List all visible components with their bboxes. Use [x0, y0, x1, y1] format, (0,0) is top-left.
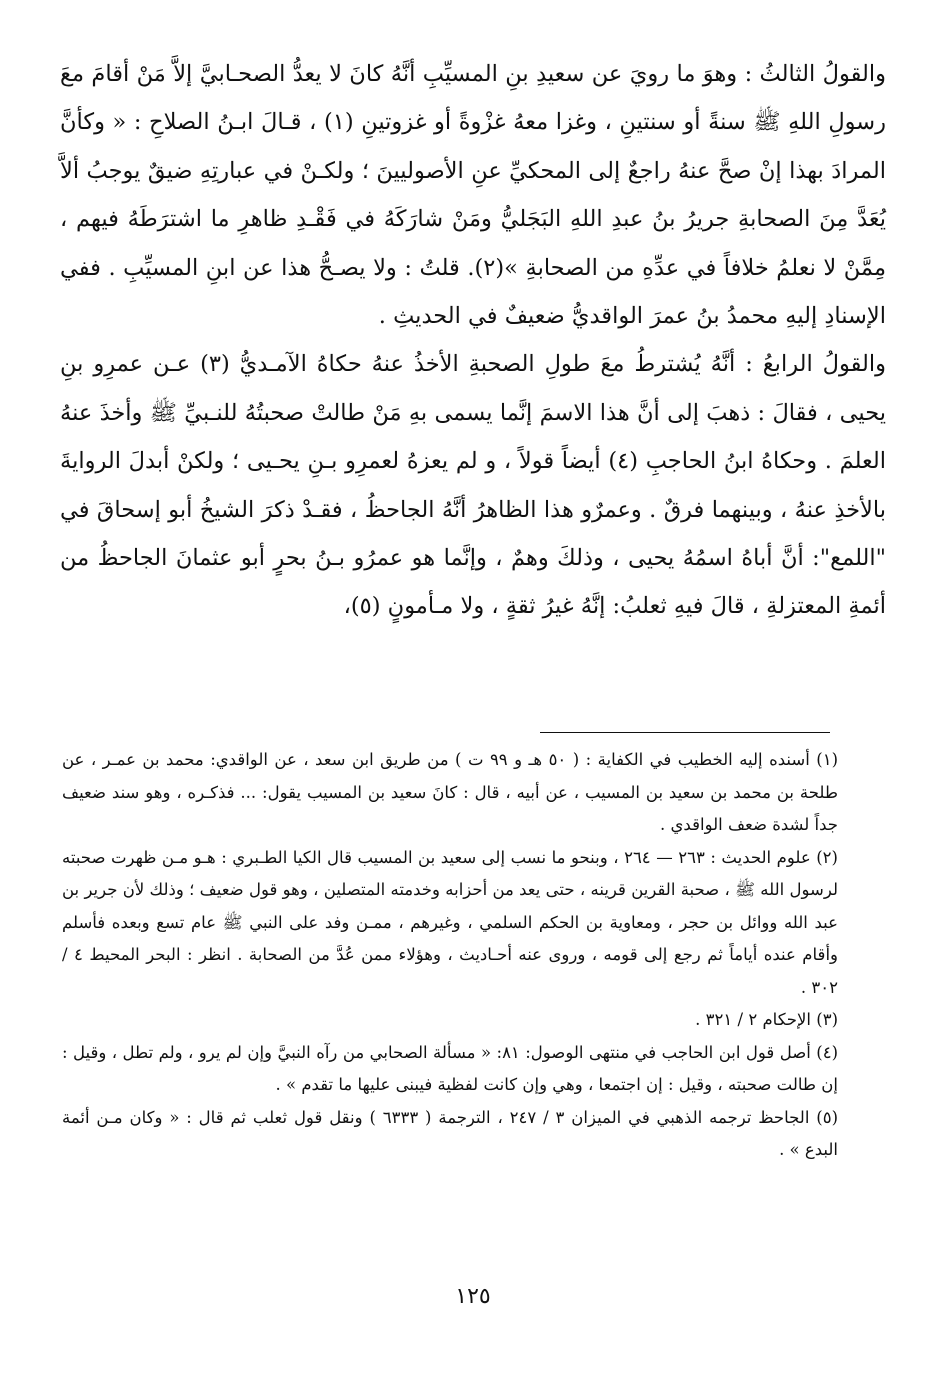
- main-text: [60, 50, 886, 631]
- footnotes: [62, 744, 838, 1167]
- footnote-2: (٢) علوم الحديث : ٢٦٣ — ٢٦٤ ، وبنحو ما نسب إلى سعيد بن المسيب قال الكيا الطـبري : هـو مـن ظهرت صحبته لرسول الله ﷺ ، صحبة القرين قرينه ، حتى يعد من أحزابه وخدمته المتصلين ، وهو قول ضعيف ؛ وذلك لأن جرير بن عبد الله ووائل بن حجر ، ومعاوية بن الحكم السلمي ، وغيرهم ، ممـن وفد على النبي ﷺ عام تسع وبعده فأسلم وأقام عنده أياماً ثم رجع إلى قومه ، وروى عنه أحـاديث ، وهؤلاء ممن عُدَّ من الصحابة . انظر : البحر المحيط ٤ / ٣٠٢ .: [62, 847, 838, 997]
- page-number: ١٢٥: [455, 1284, 491, 1309]
- footnote-5: (٥) الجاحظ ترجمه الذهبي في الميزان ٣ / ٢٤٧ ، الترجمة ( ٦٣٣٣ ) ونقل قول ثعلب ثم قال : « وكان مـن أئمة البدع » .: [62, 1107, 839, 1159]
- paragraph-fourth-opinion: والقولُ الرابعُ : أنَّهُ يُشترطُ معَ طولِ الصحبةِ الأخذُ عنهُ حكاهُ الآمـديُّ (٣) عـن عمرِو بنِ يحيى ، فقالَ : ذهبَ إلى أنَّ هذا الاسمَ إنَّما يسمى بهِ مَنْ طالتْ صحبتُهُ للنـبيِّ ﷺ وأخذَ عنهُ العلمَ . وحكاهُ ابنُ الحاجبِ (٤) أيضاً قولاً ، و لم يعزهُ لعمرِو بـنِ يحـيى ؛ ولكنْ أبدلَ الروايةَ بالأخذِ عنهُ ، وبينهما فرقٌ . وعمرٌو هذا الظاهرُ أنَّهُ الجاحظُ ، فقـدْ ذكرَ الشيخُ أبو إسحاقَ في "اللمع": أنَّ أباهُ اسمُهُ يحيى ، وذلكَ وهمٌ ، وإنَّما هو عمرُو بـنُ بحرٍ أبو عثمانَ الجاحظُ من أئمةِ المعتزلةِ ، قالَ فيهِ ثعلبُ: إنَّهُ غيرُ ثقةٍ ، ولا مـأمونٍ (٥)،: [60, 351, 886, 620]
- paragraph-third-opinion: والقولُ الثالثُ : وهوَ ما رويَ عن سعيدِ بنِ المسيِّبِ أنَّهُ كانَ لا يعدُّ الصحـابيَّ إلاَّ مَنْ أقامَ معَ رسولِ اللهِ ﷺ سنةً أو سنتينِ ، وغزا معهُ غزْوةً أو غزوتينِ (١) ، قـالَ ابـنُ الصلاحِ : « وكأنَّ المرادَ بهذا إنْ صحَّ عنهُ راجعٌ إلى المحكيِّ عنِ الأصوليينَ ؛ ولكـنْ في عبارتِهِ ضيقٌ يوجبُ ألاَّ يُعَدَّ مِنَ الصحابةِ جريرُ بنُ عبدِ اللهِ البَجَليُّ ومَنْ شارَكَهُ في فَقْـدِ ظاهرِ ما اشترَطَهُ فيهم ، مِمَّنْ لا نعلمُ خلافاً في عدِّهِ من الصحابةِ »(٢). قلتُ : ولا يصـحُّ هذا عن ابنِ المسيِّبِ . ففي الإسنادِ إليهِ محمدُ بنُ عمرَ الواقديُّ ضعيفٌ في الحديثِ .: [60, 61, 887, 330]
- footnote-separator: [540, 732, 830, 733]
- footnote-3: (٣) الإحكام ٢ / ٣٢١ .: [695, 1010, 838, 1029]
- footnote-4: (٤) أصل قول ابن الحاجب في منتهى الوصول: ٨١: « مسألة الصحابي من رآه النبيَّ وإن لم يرو ، ولم تطل ، وقيل : إن طالت صحبته ، وقيل : إن اجتمعا ، وهي وإن كانت لفظية فيبنى عليها ما تقدم » .: [62, 1042, 838, 1094]
- footnote-1: (١) أسنده إليه الخطيب في الكفاية : ( ٥٠ هـ و ٩٩ ت ) من طريق ابن سعد ، عن الواقدي: محمد بن عمـر ، عن طلحة بن محمد بن سعيد بن المسيب ، عن أبيه ، قال : كانَ سعيد بن المسيب يقول: ... فذكـره ، وهو سند ضعيف جداً لشدة ضعف الواقدي .: [62, 750, 838, 834]
